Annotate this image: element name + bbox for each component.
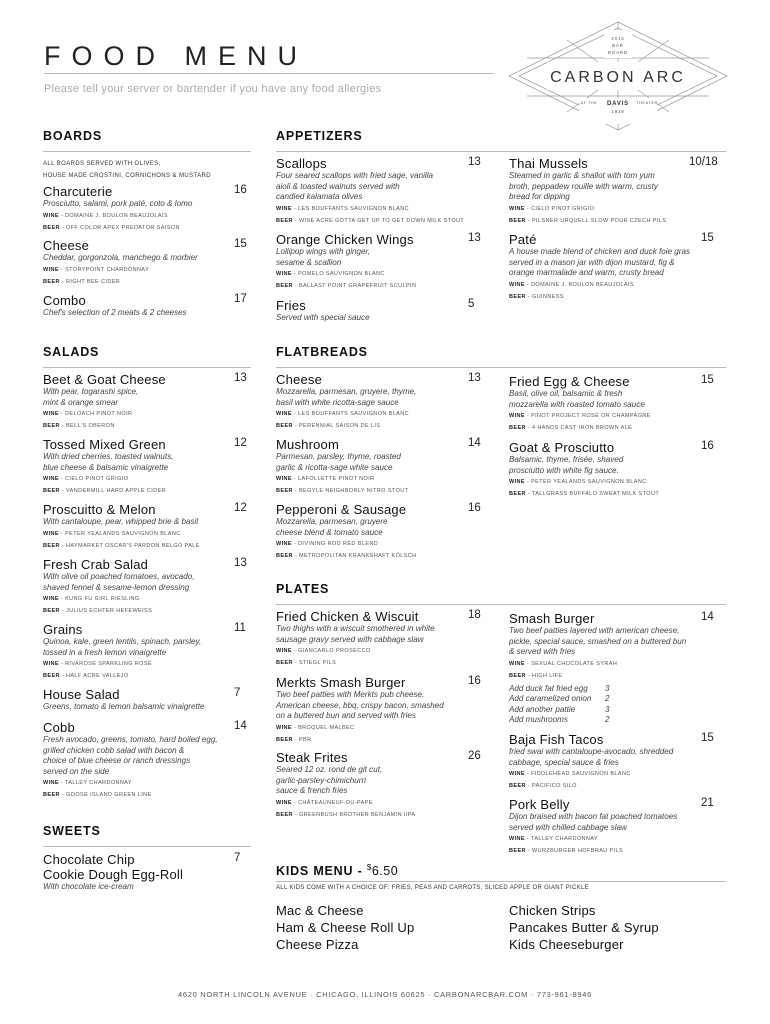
item-name: Mushroom — [276, 437, 340, 452]
beer-pairing: BEER - PERENNIAL SAISON DE LIS — [276, 423, 381, 429]
item-description: Lollipop wings with ginger, sesame & scallion — [276, 247, 371, 267]
beer-pairing: BEER - PILSNER URQUELL SLOW POUR CZECH PILS — [509, 217, 667, 224]
svg-text:1918: 1918 — [611, 109, 625, 114]
wine-pairing: WINE - RIVAROSE SPARKLING ROSÉ — [43, 661, 152, 667]
item-description: Balsamic, thyme, frisée, shaved prosciutto with white fig sauce. — [509, 455, 624, 475]
menu-item-pepperoni-sausage — [276, 502, 481, 562]
item-description: With dried cherries, toasted walnuts, blue cheese & balsamic vinaigrette — [43, 452, 174, 472]
item-name: Scallops — [276, 156, 327, 171]
item-name: Fresh Crab Salad — [43, 557, 149, 572]
carbon-arc-logo — [507, 20, 729, 132]
item-price: 11 — [234, 622, 246, 634]
beer-pairing: BEER - JULIUS ECHTER HEFEWEISS — [43, 608, 153, 614]
beer-pairing: BEER - WISE ACRE GOTTA GET UP TO GET DOWN MILK STOUT — [276, 217, 465, 224]
item-price: 13 — [234, 372, 247, 384]
wine-pairing: WINE - PINOT PROJECT ROSÉ OR CHAMPAGNE — [509, 413, 651, 419]
menu-item-fried-chicken-wiscuit — [276, 609, 481, 669]
item-name: Thai Mussels — [509, 156, 588, 171]
item-price: 14 — [701, 611, 714, 623]
menu-item-orange-chicken-wings — [276, 232, 481, 292]
item-price: 16 — [701, 440, 714, 452]
item-description: Mozzarella, parmesan, gruyere, thyme, basil with white ricotta-sage sauce — [276, 387, 417, 407]
wine-pairing: WINE - DOMAINE J. BOULON BEAUJOLAIS — [43, 212, 168, 219]
addon-row: Add duck fat fried egg 3 — [509, 683, 610, 693]
wine-pairing: WINE - CIELO PINOT GRIGIO — [509, 205, 595, 212]
menu-item-pork-belly — [509, 797, 717, 857]
item-name: Fries — [276, 298, 306, 313]
item-description: Seared 12 oz. rond de git cut, garlic-parsley-chimichurri sauce & french fries — [276, 765, 383, 795]
item-price: 18 — [468, 609, 481, 621]
item-name: Pork Belly — [509, 797, 570, 812]
kids-item: Mac & Cheese — [276, 903, 364, 918]
menu-item-cheese-flatbread — [276, 372, 481, 432]
svg-text:CARBON ARC: CARBON ARC — [550, 69, 686, 86]
item-price: 13 — [468, 232, 481, 244]
item-price: 16 — [234, 184, 247, 196]
item-description: Two beef patties with Merkts pub cheese, American cheese, bbq, crispy bacon, smashed on a buttered bun and served with fries — [276, 690, 444, 720]
item-name: Cheese — [276, 372, 323, 387]
menu-item-pate — [509, 232, 717, 303]
section-divider — [276, 881, 726, 882]
item-price: 13 — [468, 372, 481, 384]
addon-row: Add mushrooms 2 — [509, 715, 610, 724]
menu-item-cookie-dough-egg-roll — [43, 852, 251, 893]
salads-section — [43, 345, 251, 368]
wine-pairing: WINE - DIVINING ROD RED BLEND — [276, 541, 379, 547]
item-description: Mozzarella, parmesan, gruyere cheese blend & tomato sauce — [276, 517, 388, 537]
menu-item-scallops — [276, 156, 481, 227]
menu-item-steak-frites — [276, 750, 481, 821]
item-name: Steak Frites — [276, 750, 348, 765]
svg-text:BOARD: BOARD — [607, 50, 629, 55]
item-name: Tossed Mixed Green — [43, 437, 166, 452]
beer-pairing: BEER - STIEGL PILS — [276, 660, 337, 666]
item-name: Pepperoni & Sausage — [276, 502, 407, 517]
kids-items-right — [509, 902, 659, 953]
plates-heading: PLATES — [276, 582, 330, 596]
wine-pairing: WINE - DELOACH PINOT NOIR — [43, 411, 133, 417]
beer-pairing: BEER - BALLAST POINT GRAPEFRUIT SCULPIN — [276, 283, 417, 289]
item-description: Greens, tomato & lemon balsamic vinaigrette — [43, 702, 205, 711]
item-description: Prosciutto, salami, pork paté, coto & lomo — [43, 199, 193, 208]
wine-pairing: WINE - SEXUAL CHOCOLATE SYRAH — [509, 660, 618, 667]
plates-section — [276, 582, 726, 605]
item-name: Charcuterie — [43, 184, 113, 199]
section-divider — [43, 846, 251, 847]
menu-item-charcuterie — [43, 184, 251, 234]
item-price: 14 — [468, 437, 481, 449]
menu-item-thai-mussels — [509, 156, 717, 227]
salads-heading: SALADS — [43, 345, 100, 359]
item-name: Chocolate Chip Cookie Dough Egg-Roll — [43, 852, 184, 882]
item-description: Steamed in garlic & shallot with tom yum broth, peppadew rouille with warm, crusty bread for dipping — [509, 171, 658, 201]
beer-pairing: BEER - BELL'S OBERON — [43, 423, 115, 429]
item-description: Quinoa, kale, green lentils, spinach, parsley, tossed in a fresh lemon vinaigrette — [43, 637, 202, 657]
kids-item: Ham & Cheese Roll Up — [276, 920, 415, 935]
svg-text:BAR: BAR — [612, 43, 624, 48]
item-description: Basil, olive oil, balsamic & fresh mozzarella with roasted tomato sauce — [509, 389, 645, 409]
section-divider — [276, 604, 726, 605]
wine-pairing: WINE - GIANCARLO PROSECCO — [276, 648, 371, 654]
wine-pairing: WINE - KUNG FU GIRL RIESLING — [43, 596, 140, 602]
beer-pairing: BEER - GUINNESS — [509, 293, 564, 300]
item-price: 15 — [234, 238, 247, 250]
item-name: House Salad — [43, 687, 120, 702]
wine-pairing: WINE - STORYPOINT CHARDONNAY — [43, 266, 150, 273]
boards-note-2: HOUSE MADE CROSTINI, CORNICHONS & MUSTARD — [43, 173, 211, 179]
item-description: With chocolate ice-cream — [43, 882, 134, 891]
item-price: 13 — [234, 557, 247, 569]
item-name: Paté — [509, 232, 537, 247]
wine-pairing: WINE - TALLEY CHARDONNAY — [509, 836, 598, 842]
kids-item: Kids Cheeseburger — [509, 937, 624, 952]
item-name: Fried Chicken & Wiscuit — [276, 609, 419, 624]
boards-section — [43, 129, 251, 182]
kids-menu-note: ALL KIDS COME WITH A CHOICE OF: FRIES, PEAS AND CARROTS, SLICED APPLE OR GIANT PICKLE — [276, 885, 589, 891]
item-price: 15 — [701, 732, 714, 744]
menu-item-fries — [276, 298, 481, 324]
beer-pairing: BEER - TALLGRASS BUFFALO SWEAT MILK STOUT — [509, 491, 660, 497]
menu-item-proscuitto-melon — [43, 502, 251, 552]
wine-pairing: WINE - BROQUEL MALBEC — [276, 724, 355, 731]
wine-pairing: WINE - POMELO SAUVIGNON BLANC — [276, 271, 385, 277]
beer-pairing: BEER - RIGHT BEE CIDER — [43, 278, 121, 285]
beer-pairing: BEER - PBR — [276, 736, 312, 743]
item-price: 21 — [701, 797, 714, 809]
item-name: Combo — [43, 293, 86, 308]
item-description: A house made blend of chicken and duck foie gras served in a mason jar with dijon mustard, fig & orange marmalade and warm, crusty bread — [509, 247, 691, 277]
item-description: Chef's selection of 2 meats & 2 cheeses — [43, 308, 187, 317]
menu-item-grains — [43, 622, 251, 682]
svg-text:AT THE: AT THE — [580, 101, 598, 105]
beer-pairing: BEER - WURZBURGER HOFBRAU PILS — [509, 848, 624, 854]
menu-item-baja-fish-tacos — [509, 732, 717, 792]
sweets-section — [43, 824, 251, 847]
item-description: Two beef patties layered with american cheese, pickle, special sauce, smashed on a buttered bun & served with fries — [509, 626, 687, 656]
beer-pairing: BEER - GOOSE ISLAND GREEN LINE — [43, 792, 152, 798]
item-name: Cobb — [43, 720, 75, 735]
item-name: Grains — [43, 622, 83, 637]
beer-pairing: BEER - GREENBUSH BROTHER BENJAMIN IIPA — [276, 811, 416, 818]
boards-note-1: ALL BOARDS SERVED WITH OLIVES, — [43, 161, 161, 167]
menu-item-smash-burger — [509, 611, 717, 726]
item-name: Orange Chicken Wings — [276, 232, 414, 247]
item-description: Four seared scallops with fried sage, vanilla aioli & toasted walnuts served with candied kalamata olives — [276, 171, 434, 201]
menu-item-merkts-smash-burger — [276, 675, 481, 746]
kids-item: Cheese Pizza — [276, 937, 359, 952]
beer-pairing: BEER - HIGH LIFE — [509, 672, 563, 679]
section-divider — [276, 151, 726, 152]
item-description: Served with special sauce — [276, 313, 370, 322]
title-divider — [44, 73, 494, 74]
wine-pairing: WINE - FIDDLEHEAD SAUVIGNON BLANC — [509, 771, 631, 777]
section-divider — [43, 367, 251, 368]
section-divider — [43, 151, 251, 152]
wine-pairing: WINE - DOMAINE J. BOULON BEAUJOLAIS — [509, 281, 634, 288]
kids-item: Pancakes Butter & Syrup — [509, 920, 659, 935]
wine-pairing: WINE - CIELO PINOT GRIGIO — [43, 476, 129, 482]
beer-pairing: BEER - 4 HANDS CAST IRON BROWN ALE — [509, 425, 633, 431]
menu-item-fresh-crab-salad — [43, 557, 251, 617]
menu-item-goat-prosciutto — [509, 440, 717, 500]
flatbreads-heading: FLATBREADS — [276, 345, 368, 359]
item-price: 16 — [468, 675, 481, 687]
menu-item-tossed-mixed-green — [43, 437, 251, 497]
beer-pairing: BEER - HAYMARKET OSCAR'S PARDON BELGO PALE — [43, 542, 200, 549]
item-name: Smash Burger — [509, 611, 595, 626]
beer-pairing: BEER - BEGYLE NEIGHBORLY NITRO STOUT — [276, 488, 409, 494]
item-price: 14 — [234, 720, 247, 732]
kids-menu-heading: KIDS MENU - $6.50 — [276, 863, 399, 879]
beer-pairing: BEER - PACIFICO SILO — [509, 783, 577, 789]
allergy-note: Please tell your server or bartender if you have any food allergies — [44, 83, 382, 95]
sweets-heading: SWEETS — [43, 824, 101, 838]
section-divider — [276, 367, 726, 368]
menu-item-combo — [43, 293, 251, 319]
item-price: 26 — [468, 750, 481, 762]
item-name: Beet & Goat Cheese — [43, 372, 166, 387]
item-description: Parmesan, parsley, thyme, roasted garlic & ricotta-sage white sauce — [276, 452, 401, 472]
kids-items-left — [276, 902, 414, 953]
menu-item-mushroom — [276, 437, 481, 497]
item-description: With pear, togarashi spice, mint & orange smear — [43, 387, 139, 407]
item-price: 16 — [468, 502, 481, 514]
wine-pairing: WINE - LAFOLLETTE PINOT NOIR — [276, 476, 375, 482]
item-description: Fresh avocado, greens, tomato, hard boiled egg, grilled chicken cobb salad with bacon & choice of blue cheese or ranch dressings served on the side — [43, 735, 218, 776]
wine-pairing: WINE - TALLEY CHARDONNAY — [43, 780, 132, 786]
logo-graphic — [507, 20, 729, 132]
page-title: FOOD MENU — [44, 41, 308, 71]
item-name: Fried Egg & Cheese — [509, 374, 630, 389]
addon-row: Add caramelized onion 2 — [509, 694, 610, 703]
svg-text:THEATER: THEATER — [636, 101, 658, 105]
item-price: 10/18 — [689, 156, 718, 168]
kids-item: Chicken Strips — [509, 903, 596, 918]
footer-address: 4620 NORTH LINCOLN AVENUE · CHICAGO, ILLINOIS 60625 · CARBONARCBAR.COM · 773-961-8946 — [178, 990, 592, 999]
beer-pairing: BEER - VANDERMILL HARD APPLE CIDER — [43, 488, 167, 494]
beer-pairing: BEER - OFF COLOR APEX PREDATOR SAISON — [43, 224, 180, 231]
wine-pairing: WINE - PETER YEALANDS SAUVIGNON BLANC — [43, 530, 181, 537]
item-price: 15 — [701, 232, 714, 244]
menu-item-fried-egg-cheese — [509, 374, 717, 434]
menu-item-house-salad — [43, 687, 251, 713]
item-description: With cantaloupe, pear, whipped brie & basil — [43, 517, 199, 526]
svg-text:2016: 2016 — [611, 36, 625, 41]
item-price: 7 — [234, 852, 241, 864]
menu-item-cobb — [43, 720, 251, 801]
item-price: 13 — [468, 156, 481, 168]
flatbreads-section — [276, 345, 726, 368]
appetizers-section — [276, 129, 726, 152]
item-price: 7 — [234, 687, 241, 699]
svg-text:DAVIS: DAVIS — [607, 101, 629, 107]
menu-item-cheese-board — [43, 238, 251, 288]
burger-addons — [509, 684, 717, 726]
item-description: With olive oil poached tomatoes, avocado, shaved fennel & sesame-lemon dressing — [43, 572, 195, 592]
wine-pairing: WINE - PETER YEALANDS SAUVIGNON BLANC — [509, 479, 647, 485]
wine-pairing: WINE - LES BOUFFANTS SAUVIGNON BLANC — [276, 205, 409, 212]
menu-item-beet-goat-cheese — [43, 372, 251, 432]
addon-row: Add another pattie 3 — [509, 704, 610, 714]
item-price: 12 — [234, 437, 247, 449]
item-price: 5 — [468, 298, 475, 310]
item-name: Baja Fish Tacos — [509, 732, 604, 747]
wine-pairing: WINE - CHÂTEAUNEUF-DU-PAPE — [276, 799, 373, 806]
item-price: 15 — [701, 374, 714, 386]
beer-pairing: BEER - METROPOLITAN KRANKSHAFT KÖLSCH — [276, 553, 417, 559]
item-name: Proscuitto & Melon — [43, 502, 156, 517]
boards-heading: BOARDS — [43, 129, 102, 143]
item-description: Dijon braised with bacon fat poached tomatoes served with chilled cabbage slaw — [509, 812, 678, 832]
item-price: 12 — [234, 502, 247, 514]
item-description: Two thighs with a wiscuit smothered in white sausage gravy served with cabbage slaw — [276, 624, 435, 644]
item-price: 17 — [234, 293, 247, 305]
item-name: Merkts Smash Burger — [276, 675, 406, 690]
appetizers-heading: APPETIZERS — [276, 129, 363, 143]
item-name: Cheese — [43, 238, 90, 253]
item-description: fried swai with cantaloupe-avocado, shredded cabbage, special sauce & fries — [509, 747, 674, 767]
beer-pairing: BEER - HALF ACRE VALLEJO — [43, 673, 129, 679]
wine-pairing: WINE - LES BOUFFANTS SAUVIGNON BLANC — [276, 411, 409, 417]
item-description: Cheddar, gorgonzola, manchego & morbier — [43, 253, 198, 262]
item-name: Goat & Prosciutto — [509, 440, 615, 455]
